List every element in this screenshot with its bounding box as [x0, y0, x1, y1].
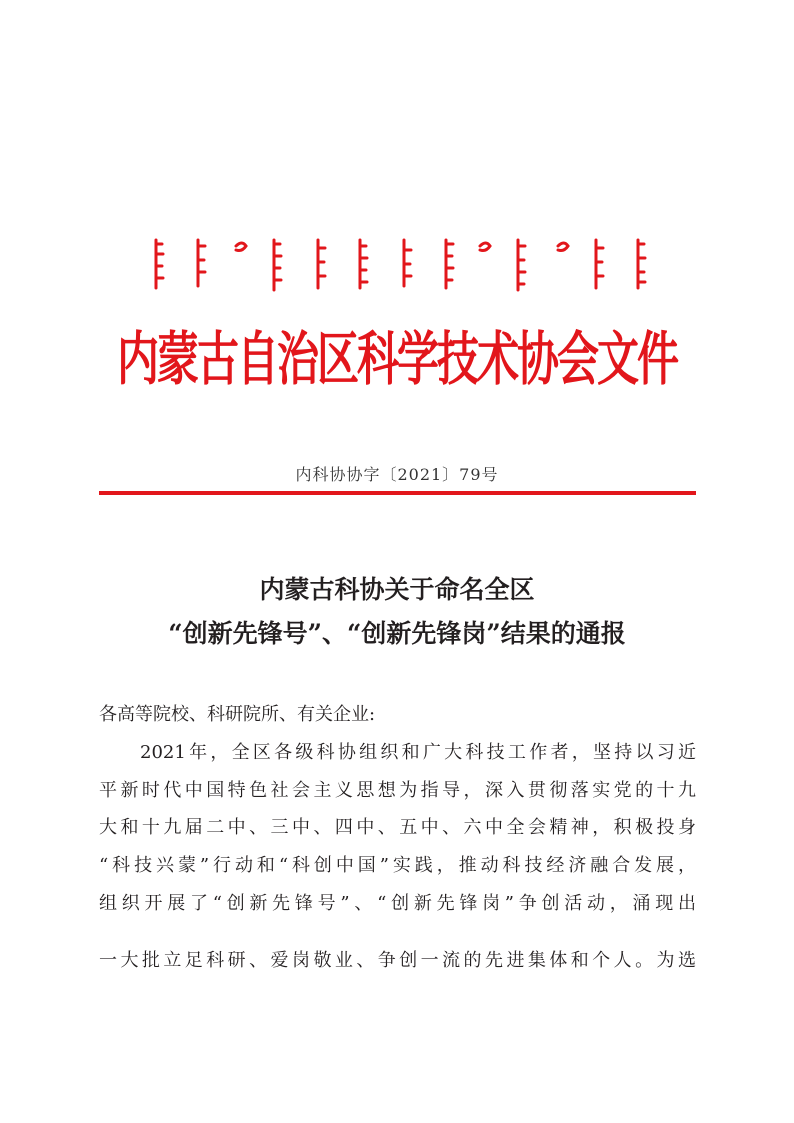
document-title-line-2: “创新先锋号”、“创新先锋岗”结果的通报	[168, 619, 626, 648]
masthead-title: 内蒙古自治区科学技术协会文件	[116, 325, 677, 393]
body-line: 大和十九届二中、三中、四中、五中、六中全会精神，积极投身	[99, 817, 696, 838]
body-line: 2021年，全区各级科协组织和广大科技工作者，坚持以习近	[140, 742, 696, 763]
body-line: 组织开展了“创新先锋号”、“创新先锋岗”争创活动，涌现出	[99, 893, 696, 914]
red-divider	[99, 491, 696, 495]
body-line: 平新时代中国特色社会主义思想为指导，深入贯彻落实党的十九	[99, 780, 696, 801]
body-line: 一大批立足科研、爱岗敬业、争创一流的先进集体和个人。为选	[99, 950, 696, 971]
salutation: 各高等院校、科研院所、有关企业:	[99, 704, 376, 725]
body-line: “科技兴蒙”行动和“科创中国”实践，推动科技经济融合发展，	[99, 855, 696, 876]
document-number: 内科协协字〔2021〕79号	[295, 465, 499, 484]
document-title-line-1: 内蒙古科协关于命名全区	[259, 575, 535, 604]
mongolian-script-title	[146, 234, 656, 294]
